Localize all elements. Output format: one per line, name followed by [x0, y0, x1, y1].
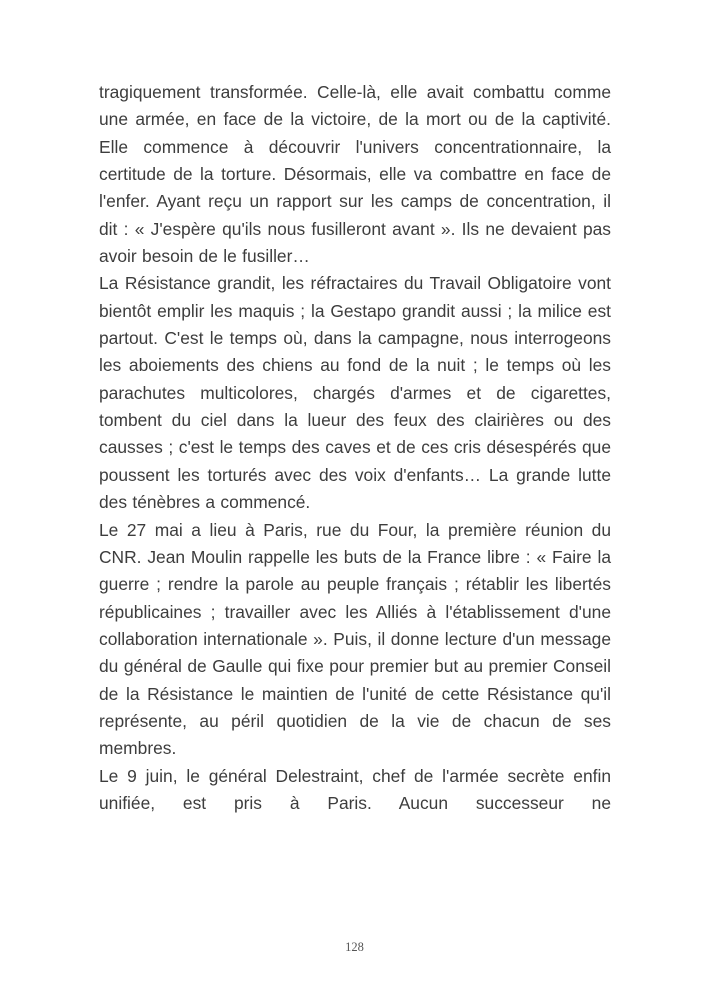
paragraph-3: Le 27 mai a lieu à Paris, rue du Four, la première réunion du CNR. Jean Moulin rappelle les buts de la France libre : « Faire la guerre ; rendre la parole au peuple français ; rétablir les libertés républicaines ; travailler avec les Alliés à l'établissement d'une collaboration internationale ». Puis, il donne lecture d'un message du général de Gaulle qui fixe pour premier but au premier Conseil de la Résistance le maintien de l'unité de cette Résistance qu'il représente, au péril quotidien de la vie de chacun de ses membres. [99, 519, 611, 759]
paragraph-1: tragiquement transformée. Celle-là, elle avait combattu comme une armée, en face de la victoire, de la mort ou de la captivité. Elle commence à découvrir l'univers concentrationnaire, la certitude de la torture. Désormais, elle va combattre en face de l'enfer. Ayant reçu un rapport sur les camps de concentration, il dit : « J'espère qu'ils nous fusilleront avant ». Ils ne devaient pas avoir besoin de le fusiller… [99, 82, 611, 267]
paragraph-4: Le 9 juin, le général Delestraint, chef de l'armée secrète enfin unifiée, est pris à Paris. Aucun successeur ne [99, 765, 611, 813]
body-text [99, 79, 611, 817]
page-number: 128 [345, 940, 364, 954]
paragraph-2: La Résistance grandit, les réfractaires du Travail Obligatoire vont bientôt emplir les maquis ; la Gestapo grandit aussi ; la milice est partout. C'est le temps où, dans la campagne, nous interrogeons les aboiements des chiens au fond de la nuit ; le temps où les parachutes multicolores, chargés d'armes et de cigarettes, tombent du ciel dans la lueur des feux des clairières ou des causses ; c'est le temps des caves et de ces cris désespérés que poussent les torturés avec des voix d'enfants… La grande lutte des ténèbres a commencé. [99, 273, 611, 513]
